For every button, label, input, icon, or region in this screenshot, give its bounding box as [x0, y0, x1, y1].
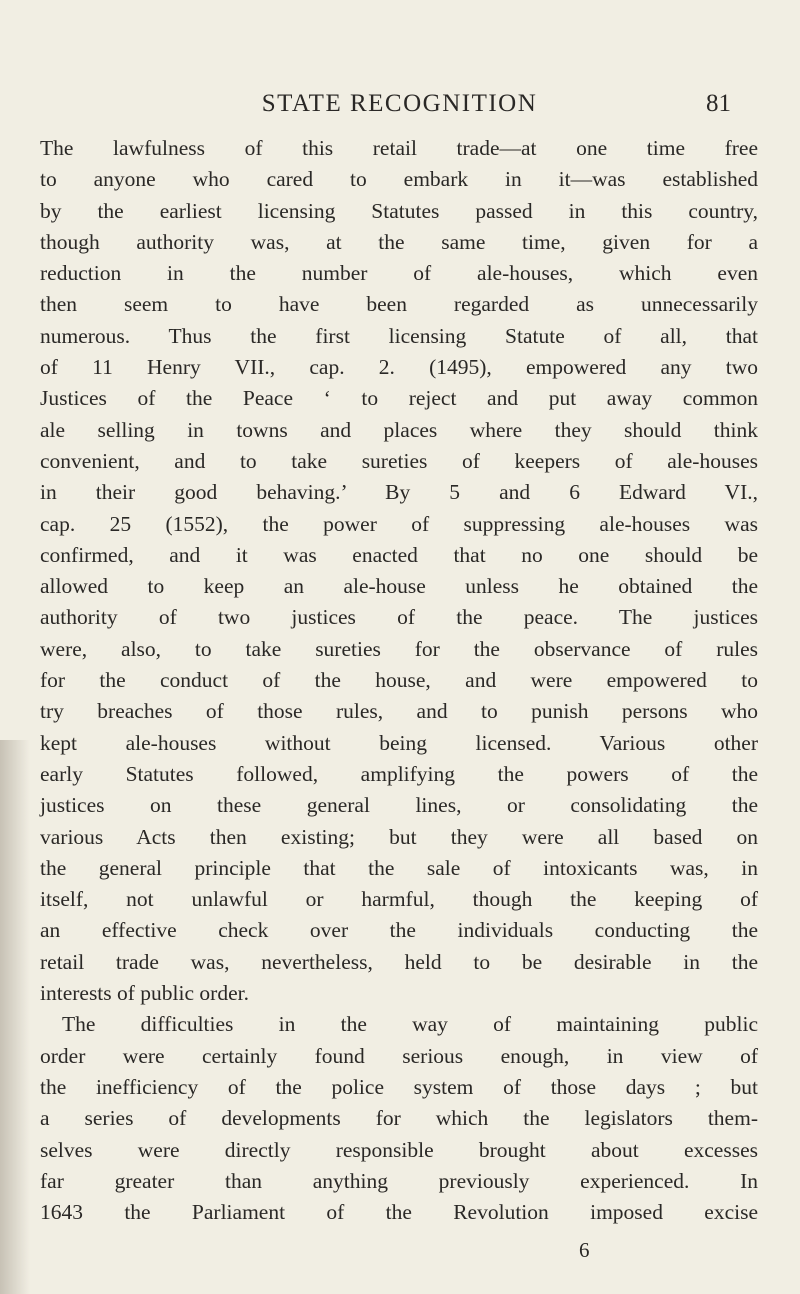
text-line: by the earliest licensing Statutes passed in this country,	[40, 198, 758, 223]
text-line: allowed to keep an ale-house unless he obtained the	[40, 574, 758, 599]
text-line: then seem to have been regarded as unnecessarily	[40, 292, 758, 317]
text-line: 1643 the Parliament of the Revolution imposed excise	[40, 1200, 758, 1225]
text-line: convenient, and to take sureties of keepers of ale-houses	[40, 448, 758, 473]
signature-mark: 6	[579, 1238, 590, 1262]
text-line: The difficulties in the way of maintaining public	[62, 1012, 758, 1037]
binding-gutter-shadow	[0, 740, 30, 1294]
paragraph-1	[40, 133, 758, 1009]
text-line: early Statutes followed, amplifying the powers of the	[40, 761, 758, 786]
text-line: though authority was, at the same time, given for a	[40, 229, 758, 254]
text-line: numerous. Thus the first licensing Statute of all, that	[40, 323, 758, 348]
text-line: itself, not unlawful or harmful, though the keeping of	[40, 887, 758, 912]
text-line: for the conduct of the house, and were empowered to	[40, 668, 758, 693]
text-line: of 11 Henry VII., cap. 2. (1495), empowered any two	[40, 355, 758, 380]
text-line: cap. 25 (1552), the power of suppressing ale-houses was	[40, 511, 758, 536]
text-line: interests of public order.	[40, 981, 249, 1006]
text-line: justices on these general lines, or consolidating the	[40, 793, 758, 818]
text-line: order were certainly found serious enough, in view of	[40, 1043, 758, 1068]
text-line: authority of two justices of the peace. The justices	[40, 605, 758, 630]
text-line: ale selling in towns and places where they should think	[40, 417, 758, 442]
running-head: STATE RECOGNITION	[261, 90, 538, 117]
text-line: reduction in the number of ale-houses, which even	[40, 261, 758, 286]
text-line: various Acts then existing; but they were all based on	[40, 824, 758, 849]
paragraph-2	[40, 1009, 758, 1228]
text-line: Justices of the Peace ‘ to reject and put away common	[40, 386, 758, 411]
text-line: an effective check over the individuals conducting the	[40, 918, 758, 943]
text-line: confirmed, and it was enacted that no one should be	[40, 542, 758, 567]
body-text	[40, 133, 758, 1228]
text-line: retail trade was, nevertheless, held to be desirable in the	[40, 949, 758, 974]
text-line: far greater than anything previously experienced. In	[40, 1168, 758, 1193]
text-line: to anyone who cared to embark in it—was established	[40, 167, 758, 192]
text-line: were, also, to take sureties for the observance of rules	[40, 636, 758, 661]
text-line: the general principle that the sale of intoxicants was, in	[40, 855, 758, 880]
text-line: kept ale-houses without being licensed. Various other	[40, 730, 758, 755]
text-line: try breaches of those rules, and to punish persons who	[40, 699, 758, 724]
text-line: a series of developments for which the legislators them-	[40, 1106, 758, 1131]
text-line: in their good behaving.’ By 5 and 6 Edward VI.,	[40, 480, 758, 505]
text-line: the inefficiency of the police system of those days ; but	[40, 1074, 758, 1099]
page-number: 81	[706, 90, 731, 117]
text-line: selves were directly responsible brought about excesses	[40, 1137, 758, 1162]
text-line: The lawfulness of this retail trade—at one time free	[40, 136, 758, 160]
